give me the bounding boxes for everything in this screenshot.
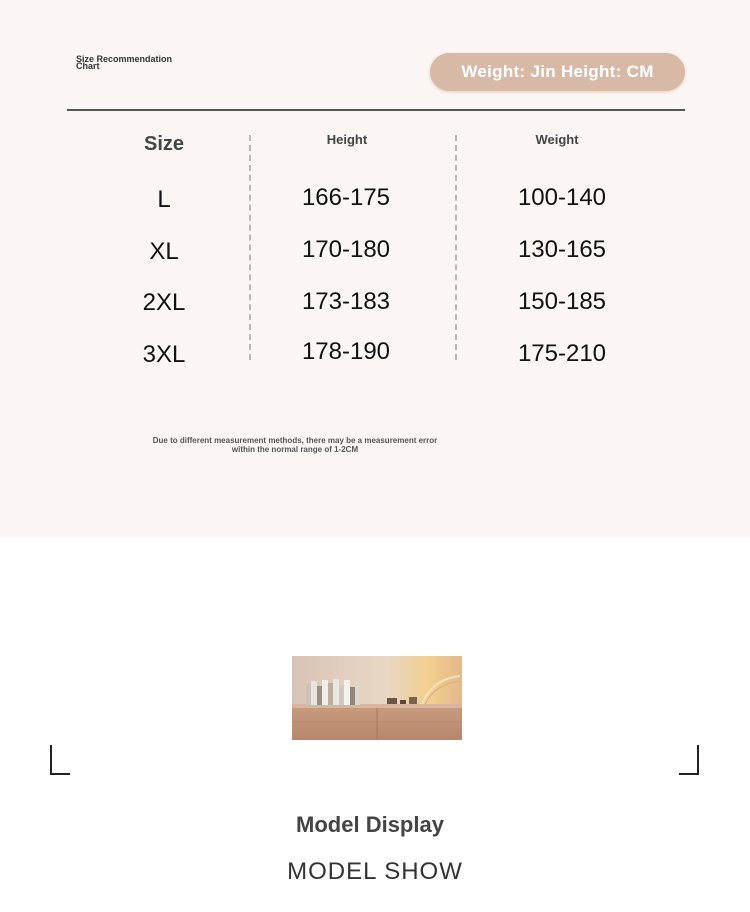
column-separator xyxy=(249,135,251,360)
cell-size: 3XL xyxy=(142,341,186,368)
cell-weight: 175-210 xyxy=(517,340,607,367)
cell-weight: 100-140 xyxy=(517,184,607,211)
model-display-title: Model Display xyxy=(296,812,444,837)
header-height: Height xyxy=(326,132,368,147)
cell-size: XL xyxy=(149,238,179,265)
cell-height: 178-190 xyxy=(301,338,391,365)
model-photo xyxy=(292,656,462,740)
units-badge: Weight: Jin Height: CM xyxy=(430,53,685,91)
cell-height: 173-183 xyxy=(301,288,391,315)
cell-size: L xyxy=(157,186,171,213)
cell-height: 166-175 xyxy=(301,184,391,211)
cell-weight: 150-185 xyxy=(517,288,607,315)
cell-weight: 130-165 xyxy=(517,236,607,263)
measurement-note: Due to different measurement methods, there may be a measurement error within the normal range of 1-2CM xyxy=(152,436,438,454)
column-separator xyxy=(455,135,457,360)
frame-corner-right xyxy=(679,745,699,775)
header-weight: Weight xyxy=(535,132,579,147)
frame-corner-left xyxy=(50,745,70,775)
interior-scene-image xyxy=(292,656,462,740)
header-size: Size xyxy=(143,133,185,155)
cell-size: 2XL xyxy=(142,289,186,316)
header-divider xyxy=(67,109,685,111)
cell-height: 170-180 xyxy=(301,236,391,263)
chart-title: Size Recommendation Chart xyxy=(76,54,173,71)
model-show-subtitle: MODEL SHOW xyxy=(287,858,463,885)
